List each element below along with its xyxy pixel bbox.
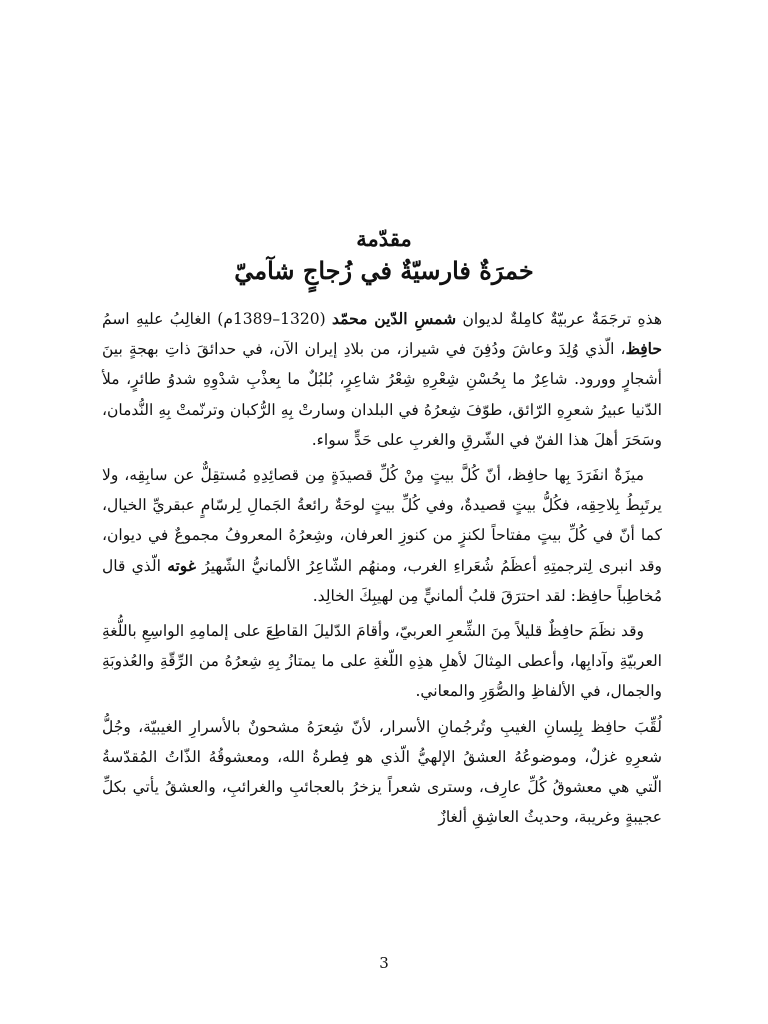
page-title: مقدّمة [356, 226, 412, 251]
paragraph-1 [102, 304, 662, 455]
body-text [102, 304, 662, 832]
paragraph-text: ، الّذي وُلِدَ وعاشَ ودُفِنَ في شيراز، من بلادِ إيران الآن، في حدائقَ ذاتِ بهجةٍ بينَ أشجارٍ وورود. شاعِرٌ ما بِحُسْنِ شِعْرِهِ شِعْرُ شاعِرٍ، بُلبُلٌ ما بِعذْبِ شدْوِهِ شدوُ طائرٍ، ملأ الدّنيا عبيرُ شعرِهِ الرّائق، طوّفَ شِعرُهُ في البلدان وسارتْ بِهِ الرُّكبان وترنّمتْ بِهِ النُّدمان، وسَحَرَ أهلَ هذا الفنّ في الشّرقِ والغربِ على حَدٍّ سواء. [102, 340, 662, 449]
paragraph-text: (1320–1389م) الغالِبُ عليهِ اسمُ [102, 310, 333, 328]
paragraph-text: هذهِ ترجَمَةٌ عربيّةٌ كامِلةٌ لديوان [456, 310, 662, 328]
goethe-name: غوته [167, 555, 196, 575]
paragraph-2 [102, 460, 662, 611]
paragraph-text: وقد نظَمَ حافِظٌ قليلاً مِنَ الشِّعرِ العربيّ، وأقامَ الدّليلَ القاطِعَ على إلمامِهِ الواسِعِ باللُّغةِ العربيّةِ وآدابِها، وأعطى المِثالَ لأهلِ هذِهِ اللّغةِ على ما يمتازُ بِهِ شِعرُهُ من الرِّقّةِ والعُذوبَةِ والجمال، في الألفاظِ والصُّوَرِ والمعاني. [102, 622, 662, 701]
paragraph-text: ميزَةٌ انفَرَدَ بِها حافِظ، أنّ كُلَّ بيتٍ مِنْ كُلِّ قصيدَةٍ مِن قصائِدِهِ مُستقِلٌّ عن سابِقِه، ولا يرتَبِطُ بِلاحِقِه، فكُلُّ بيتٍ قصيدةٌ، وفي كُلِّ بيتٍ لوحَةٌ رائعةُ الجَمالِ لِرسّامٍ عبقريِّ الخيال، كما أنّ في كُلِّ بيتٍ مفتاحاً لكنزٍ من كنوزِ العرفان، وشِعرُهُ المعروفُ مجموعٌ في ديوان، وقد انبرى لِترجمتِهِ أعظَمُ شُعَراءِ الغرب، ومنهُم الشّاعِرُ الألمانيُّ الشّهيرُ [102, 466, 663, 575]
paragraph-text: الّذي قال مُخاطِباً حافِظ: لقد احترَقَ قلبُ ألمانيٍّ مِن لهيبِكَ الخالِد. [102, 556, 662, 605]
page-number: 3 [379, 954, 389, 972]
page-subtitle: خمرَةٌ فارسيّةٌ في زُجاجٍ شآميّ [234, 256, 534, 285]
poet-pen-name: حافِظ [625, 339, 662, 359]
author-name: شمسِ الدّين محمّد [332, 309, 457, 328]
paragraph-text: لُقِّبَ حافِظ بِلِسانِ الغيبِ وتُرجُمانِ الأسرار، لأنّ شِعرَهُ مشحونٌ بالأسرارِ الغيبيّة، وجُلُّ شعرِهِ غزلٌ، وموضوعُهُ العشقُ الإلهيُّ الّذي هو فِطرةُ الله، ومعشوقُهُ الذّاتُ المُقدّسةُ الّتي هي معشوقُ كُلِّ عارِف، وسترى شعراً يزخرُ بالعجائبِ والغرائبِ، والعشقُ يأتي بكلِّ عجيبةٍ وغريبة، وحديثُ العاشِقِ ألغازٌ [102, 717, 662, 827]
paragraph-4 [102, 712, 662, 833]
paragraph-3 [102, 616, 662, 707]
